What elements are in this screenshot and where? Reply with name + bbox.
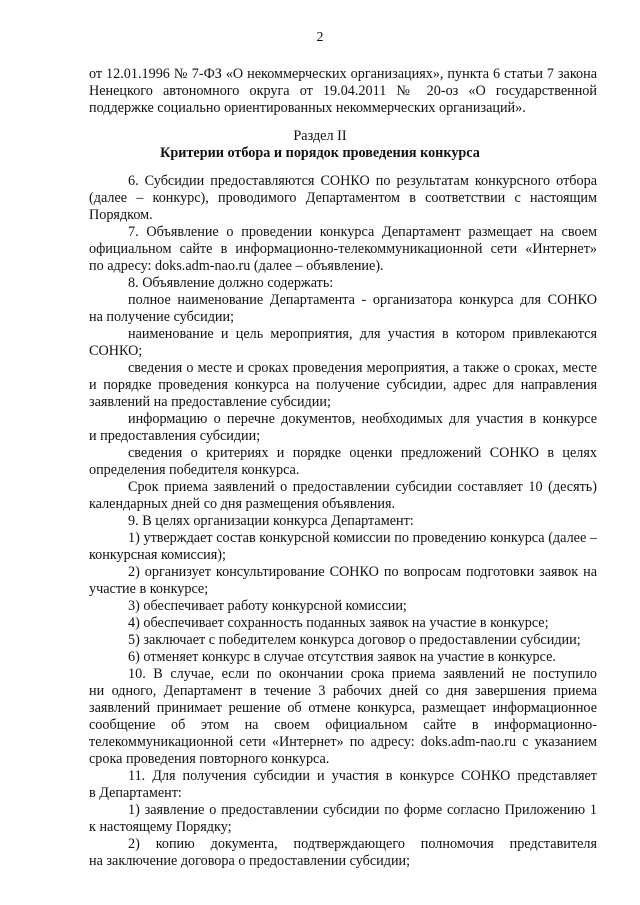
body-line: конкурсная комиссия);	[89, 547, 226, 563]
body-line: наименование и цель мероприятия, для участия в котором привлекаются	[128, 326, 597, 342]
body-line: 2) копию документа, подтверждающего полномочия представителя	[128, 836, 597, 852]
body-line: полное наименование Департамента - организатора конкурса для СОНКО	[128, 292, 597, 308]
body-line: сведения о критериях и порядке оценки предложений СОНКО в целях	[128, 445, 597, 461]
body-line: в Департамент:	[89, 785, 182, 801]
body-line: участие в конкурсе;	[89, 581, 209, 597]
body-line: 8. Объявление должно содержать:	[128, 275, 334, 291]
body-line: 1) утверждает состав конкурсной комиссии по проведению конкурса (далее –	[128, 530, 597, 546]
section-number: Раздел II	[293, 128, 347, 144]
body-line: календарных дней со дня размещения объявления.	[89, 496, 396, 512]
body-line: к настоящему Порядку;	[89, 819, 232, 835]
body-line: 4) обеспечивает сохранность поданных заявок на участие в конкурсе;	[128, 615, 549, 631]
body-line: сведения о месте и сроках проведения мероприятия, а также о сроках, месте	[128, 360, 597, 376]
body-line: ни одного, Департамент в течение 3 рабочих дней со дня завершения приема	[89, 683, 597, 699]
body-line: 6) отменяет конкурс в случае отсутствия заявок на участие в конкурсе.	[128, 649, 556, 665]
body-line: Срок приема заявлений о предоставлении субсидии составляет 10 (десять)	[128, 479, 597, 495]
body-line: Порядком.	[89, 207, 153, 223]
body-line: заявлений на предоставление субсидии;	[89, 394, 331, 410]
body-line: на получение субсидии;	[89, 309, 235, 325]
intro-line: Ненецкого автономного округа от 19.04.2011 № 20-оз «О государственной	[89, 83, 597, 99]
body-line: 2) организует консультирование СОНКО по вопросам подготовки заявок на	[128, 564, 597, 580]
intro-line: поддержке социально ориентированных некоммерческих организаций».	[89, 100, 526, 116]
body-line: информацию о перечне документов, необходимых для участия в конкурсе	[128, 411, 597, 427]
body-line: 11. Для получения субсидии и участия в конкурсе СОНКО представляет	[128, 768, 597, 784]
body-line: 1) заявление о предоставлении субсидии по форме согласно Приложению 1	[128, 802, 597, 818]
body-line: на заключение договора о предоставлении субсидии;	[89, 853, 411, 869]
intro-line: от 12.01.1996 № 7-ФЗ «О некоммерческих организациях», пункта 6 статьи 7 закона	[89, 66, 597, 82]
body-line: 10. В случае, если по окончании срока приема заявлений не поступило	[128, 666, 597, 682]
page-number: 2	[316, 30, 324, 45]
body-line: по адресу: doks.adm-nao.ru (далее – объявление).	[89, 258, 384, 274]
body-line: срока проведения повторного конкурса.	[89, 751, 330, 767]
body-line: официальном сайте в информационно-телекоммуникационной сети «Интернет»	[89, 241, 597, 257]
body-line: и порядке проведения конкурса на получение субсидии, адрес для направления	[89, 377, 597, 393]
body-line: телекоммуникационной сети «Интернет» по адресу: doks.adm-nao.ru с указанием	[89, 734, 597, 750]
body-line: (далее – конкурс), проводимого Департаментом в соответствии с настоящим	[89, 190, 597, 206]
section-title: Критерии отбора и порядок проведения конкурса	[160, 145, 480, 161]
body-line: сообщение об этом на своем официальном сайте в информационно-	[89, 717, 597, 733]
body-line: 3) обеспечивает работу конкурсной комиссии;	[128, 598, 407, 614]
body-line: СОНКО;	[89, 343, 143, 359]
body-line: 9. В целях организации конкурса Департамент:	[128, 513, 414, 529]
body-line: 7. Объявление о проведении конкурса Департамент размещает на своем	[128, 224, 597, 240]
body-line: заявлений принимает решение об отмене конкурса, размещает информационное	[89, 700, 597, 716]
body-line: и предоставления субсидии;	[89, 428, 261, 444]
body-line: определения победителя конкурса.	[89, 462, 300, 478]
body-line: 5) заключает с победителем конкурса договор о предоставлении субсидии;	[128, 632, 581, 648]
body-line: 6. Субсидии предоставляются СОНКО по результатам конкурсного отбора	[128, 173, 597, 189]
